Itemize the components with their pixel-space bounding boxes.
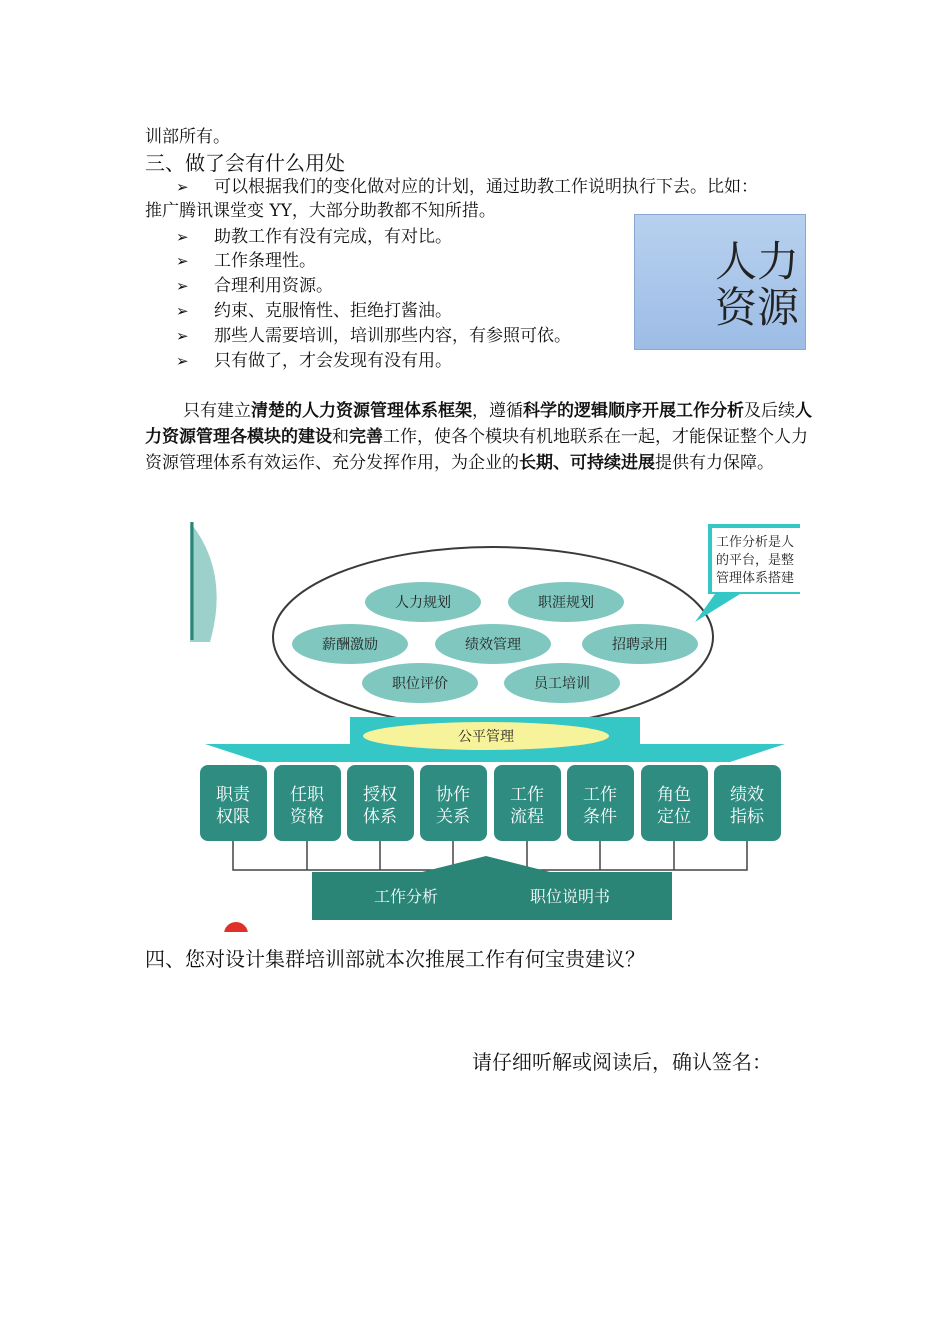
svg-text:职涯规划: 职涯规划	[538, 595, 594, 611]
base-platform	[312, 856, 672, 920]
arrow-bullet-icon: ➢	[176, 352, 189, 370]
bullet-item	[176, 300, 452, 322]
oval-xinchou-jili	[292, 624, 408, 664]
svg-text:管理体系搭建: 管理体系搭建	[716, 571, 795, 586]
factor-box	[567, 765, 634, 841]
svg-text:流程: 流程	[510, 807, 544, 827]
oval-zhaopin-luyong	[582, 624, 698, 664]
bullet-text: 合理利用资源。	[214, 276, 333, 296]
arrow-bullet-icon: ➢	[176, 277, 189, 295]
bullet-item	[176, 325, 571, 347]
bullet-item	[176, 250, 316, 272]
svg-text:权限: 权限	[216, 807, 250, 827]
svg-text:职位说明书: 职位说明书	[529, 887, 611, 906]
factor-box	[200, 765, 267, 841]
section-3-heading: 三、做了会有什么用处	[145, 151, 345, 175]
bullet-text: 只有做了，才会发现有没有用。	[214, 351, 452, 371]
svg-text:绩效: 绩效	[730, 785, 764, 805]
section-4-heading: 四、您对设计集群培训部就本次推展工作有何宝贵建议？	[145, 947, 645, 971]
svg-text:条件: 条件	[583, 807, 617, 827]
svg-text:角色: 角色	[657, 785, 691, 805]
bullet-item	[176, 226, 452, 248]
arrow-bullet-icon: ➢	[176, 302, 189, 320]
svg-text:任职: 任职	[290, 785, 324, 805]
red-dot-marker	[224, 922, 248, 932]
bullet-item	[176, 350, 452, 372]
oval-zhiya-guihua	[508, 582, 624, 622]
arrow-bullet-icon: ➢	[176, 327, 189, 345]
svg-text:绩效管理: 绩效管理	[465, 637, 521, 653]
svg-text:授权: 授权	[363, 785, 397, 805]
svg-text:工作分析是人: 工作分析是人	[716, 535, 795, 550]
svg-text:体系: 体系	[363, 807, 397, 827]
svg-text:人力规划: 人力规划	[395, 595, 451, 611]
oval-yuangong-peixun	[504, 663, 620, 703]
svg-text:公平管理: 公平管理	[458, 729, 514, 745]
svg-text:协作: 协作	[436, 785, 470, 805]
svg-text:指标: 指标	[730, 807, 764, 827]
callout-box	[695, 524, 800, 622]
arrow-bullet-icon: ➢	[176, 252, 189, 270]
summary-paragraph: 只有建立清楚的人力资源管理体系框架，遵循科学的逻辑顺序开展工作分析及后续人力资源管理各模块的建设和完善工作，使各个模块有机地联系在一起，才能保证整个人力资源管理体系有效运作、充分发挥作用，为企业的长期、可持续进展提供有力保障。	[145, 401, 812, 473]
bullet-text: 可以根据我们的变化做对应的计划，通过助教工作说明执行下去。比如：	[214, 177, 758, 197]
svg-text:资格: 资格	[290, 807, 324, 827]
factor-box	[494, 765, 561, 841]
bullet-text: 助教工作有没有完成，有对比。	[214, 227, 452, 247]
svg-text:工作: 工作	[583, 785, 617, 805]
factor-box	[347, 765, 414, 841]
svg-text:招聘录用: 招聘录用	[612, 637, 668, 653]
oval-renli-guihua	[365, 582, 481, 622]
svg-text:职位评价: 职位评价	[392, 676, 448, 692]
svg-text:工作分析: 工作分析	[373, 887, 439, 906]
fair-management-arrow	[205, 717, 785, 762]
svg-text:关系: 关系	[436, 807, 470, 827]
factor-box	[714, 765, 781, 841]
svg-text:定位: 定位	[657, 807, 691, 827]
bullet-text: 工作条理性。	[214, 251, 316, 271]
hr-box-text: 人力资源	[715, 237, 800, 332]
oval-zhiwei-pingjia	[362, 663, 478, 703]
hr-text-box	[634, 214, 806, 350]
left-partial-shape	[190, 522, 217, 642]
svg-text:薪酬激励: 薪酬激励	[322, 637, 378, 653]
arrow-bullet-icon: ➢	[176, 228, 189, 246]
bullet-text: 那些人需要培训，培训那些内容，有参照可依。	[214, 326, 571, 346]
arrow-bullet-icon: ➢	[176, 178, 189, 196]
svg-text:的平台，是整: 的平台，是整	[716, 553, 795, 568]
bullet-text: 约束、克服惰性、拒绝打酱油。	[214, 301, 452, 321]
svg-text:员工培训: 员工培训	[534, 676, 590, 692]
hr-framework-diagram	[190, 522, 800, 932]
bullet-item	[176, 275, 333, 297]
signature-prompt: 请仔细听解或阅读后，确认签名：	[472, 1050, 772, 1074]
continuation-text: 训部所有。	[145, 127, 230, 147]
factor-box	[641, 765, 708, 841]
svg-text:职责: 职责	[216, 785, 250, 805]
factor-box	[420, 765, 487, 841]
svg-text:工作: 工作	[510, 785, 544, 805]
oval-jixiao-guanli	[435, 624, 551, 664]
bullet-continuation: 推广腾讯课堂变 YY，大部分助教都不知所措。	[145, 201, 496, 221]
factor-box	[274, 765, 341, 841]
bullet-item	[176, 176, 758, 198]
